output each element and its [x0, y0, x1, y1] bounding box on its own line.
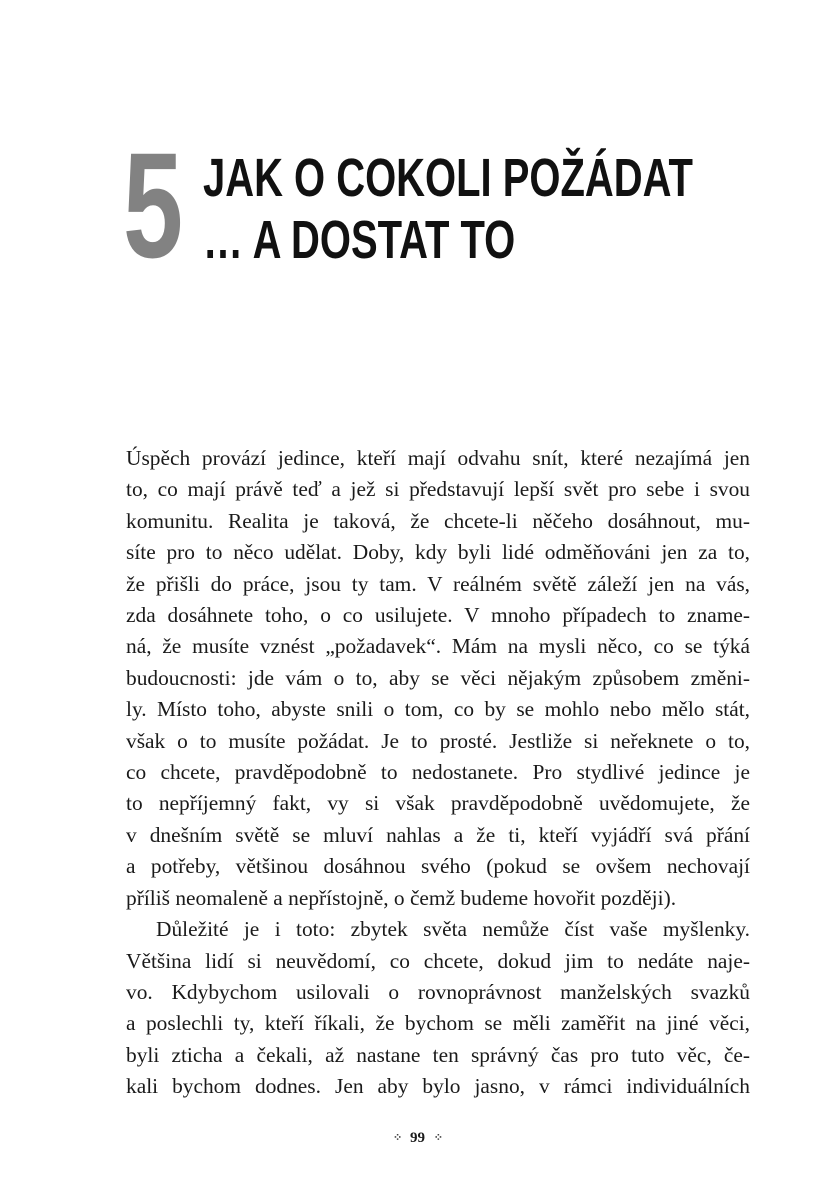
text-line: to nepříjemný fakt, vy si však pravděpodobně uvědomujete, že: [126, 791, 750, 816]
text-line: příliš neomaleně a nepřístojně, o čemž budeme hovořit později).: [126, 885, 677, 910]
text-line: však o to musíte požádat. Je to prosté. Jestliže si neřeknete o to,: [126, 728, 750, 753]
text-line: že přišli do práce, jsou ty tam. V reálném světě záleží jen na vás,: [126, 571, 750, 596]
text-line: síte pro to něco udělat. Doby, kdy byli lidé odměňováni jen za to,: [126, 540, 750, 565]
text-line: zda dosáhnete toho, o co usilujete. V mnoho případech to zname-: [126, 603, 750, 628]
text-line: Důležité je i toto: zbytek světa nemůže číst vaše myšlenky.: [156, 917, 750, 942]
chapter-title-line-1: JAK O COKOLI POŽÁDAT: [203, 148, 693, 208]
text-line: Většina lidí si neuvědomí, co chcete, dokud jim to nedáte naje-: [126, 948, 750, 973]
text-line: v dnešním světě se mluví nahlas a že ti, kteří vyjádří svá přání: [126, 822, 750, 847]
text-line: a poslechli ty, kteří říkali, že bychom se měli zaměřit na jiné věci,: [126, 1011, 750, 1036]
text-line: ly. Místo toho, abyste snili o tom, co by se mohlo nebo mělo stát,: [126, 697, 750, 722]
page-number: 99: [410, 1130, 425, 1146]
text-line: budoucnosti: jde vám o to, aby se věci nějakým způsobem změni-: [126, 665, 750, 690]
text-line: vo. Kdybychom usilovali o rovnoprávnost manželských svazků: [126, 979, 750, 1004]
ornament-right-icon: ⁘: [433, 1132, 442, 1144]
text-line: kali bychom dodnes. Jen aby bylo jasno, v rámci individuálních: [126, 1074, 750, 1099]
ornament-left-icon: ⁘: [393, 1132, 402, 1144]
text-line: a potřeby, většinou dosáhnou svého (pokud se ovšem nechovají: [126, 854, 750, 879]
text-line: ná, že musíte vznést „požadavek“. Mám na mysli něco, co se týká: [126, 634, 750, 659]
chapter-title-line-2: … A DOSTAT TO: [203, 210, 516, 270]
page-footer: [0, 1130, 835, 1147]
text-line: komunitu. Realita je taková, že chcete-li něčeho dosáhnout, mu-: [126, 508, 750, 533]
text-line: to, co mají právě teď a jež si představují lepší svět pro sebe i svou: [126, 477, 750, 502]
text-line: Úspěch provází jedince, kteří mají odvahu snít, které nezajímá jen: [126, 446, 750, 470]
text-line: byli zticha a čekali, až nastane ten správný čas pro tuto věc, če-: [126, 1042, 750, 1067]
text-line: co chcete, pravděpodobně to nedostanete. Pro stydlivé jedince je: [126, 760, 750, 785]
chapter-title: [203, 147, 693, 271]
chapter-number: 5: [123, 121, 182, 289]
body-text: [126, 443, 750, 1103]
